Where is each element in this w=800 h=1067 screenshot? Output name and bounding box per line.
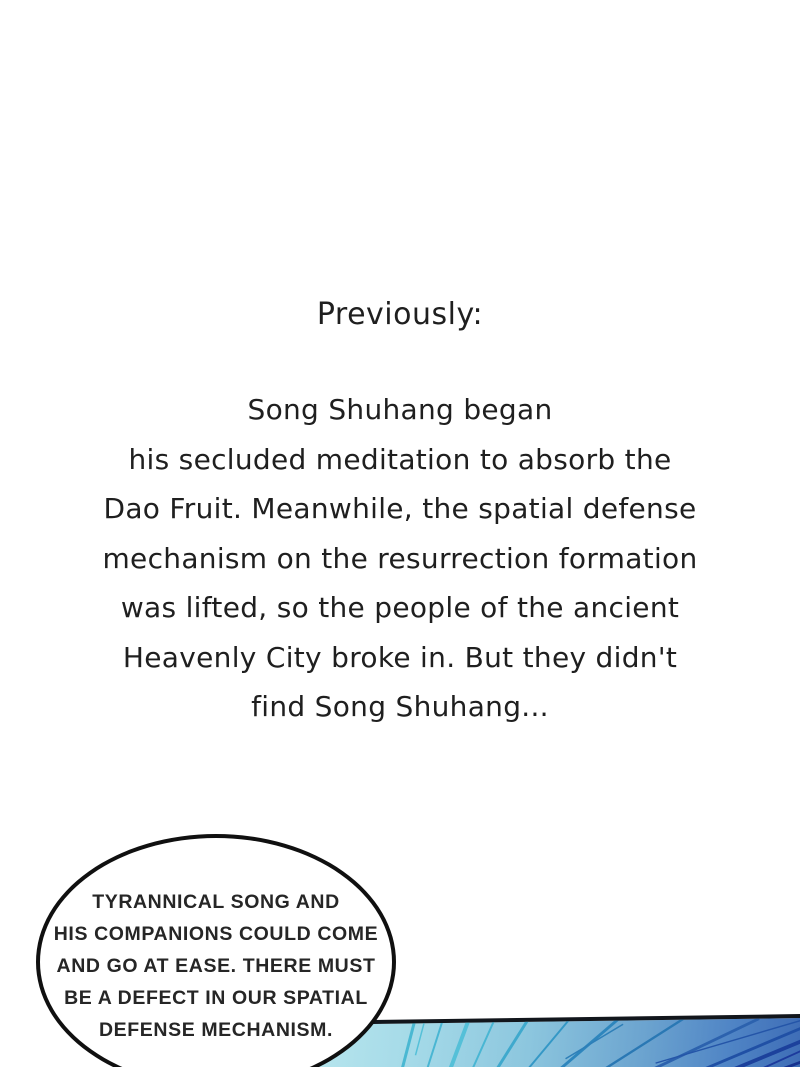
speech-bubble-line: HIS COMPANIONS COULD COME — [53, 923, 379, 945]
recap-line: his secluded meditation to absorb the — [128, 442, 672, 476]
recap-line: Dao Fruit. Meanwhile, the spatial defense — [103, 492, 697, 525]
speech-bubble-line: BE A DEFECT IN OUR SPATIAL — [64, 987, 368, 1009]
recap-line: Song Shuhang began — [247, 393, 553, 426]
recap-paragraph — [0, 385, 800, 732]
recap-line: Heavenly City broke in. But they didn't — [122, 640, 678, 674]
speech-bubble-line: TYRANNICAL SONG AND — [92, 891, 340, 913]
recap-line: mechanism on the resurrection formation — [102, 541, 698, 575]
recap-line: was lifted, so the people of the ancient — [120, 591, 680, 624]
speech-bubble-line: DEFENSE MECHANISM. — [99, 1019, 333, 1041]
previously-heading: Previously: — [316, 297, 484, 332]
speech-bubble-text — [36, 886, 396, 1046]
speech-bubble-line: AND GO AT EASE. THERE MUST — [56, 955, 376, 977]
recap-line: find Song Shuhang... — [251, 690, 549, 723]
